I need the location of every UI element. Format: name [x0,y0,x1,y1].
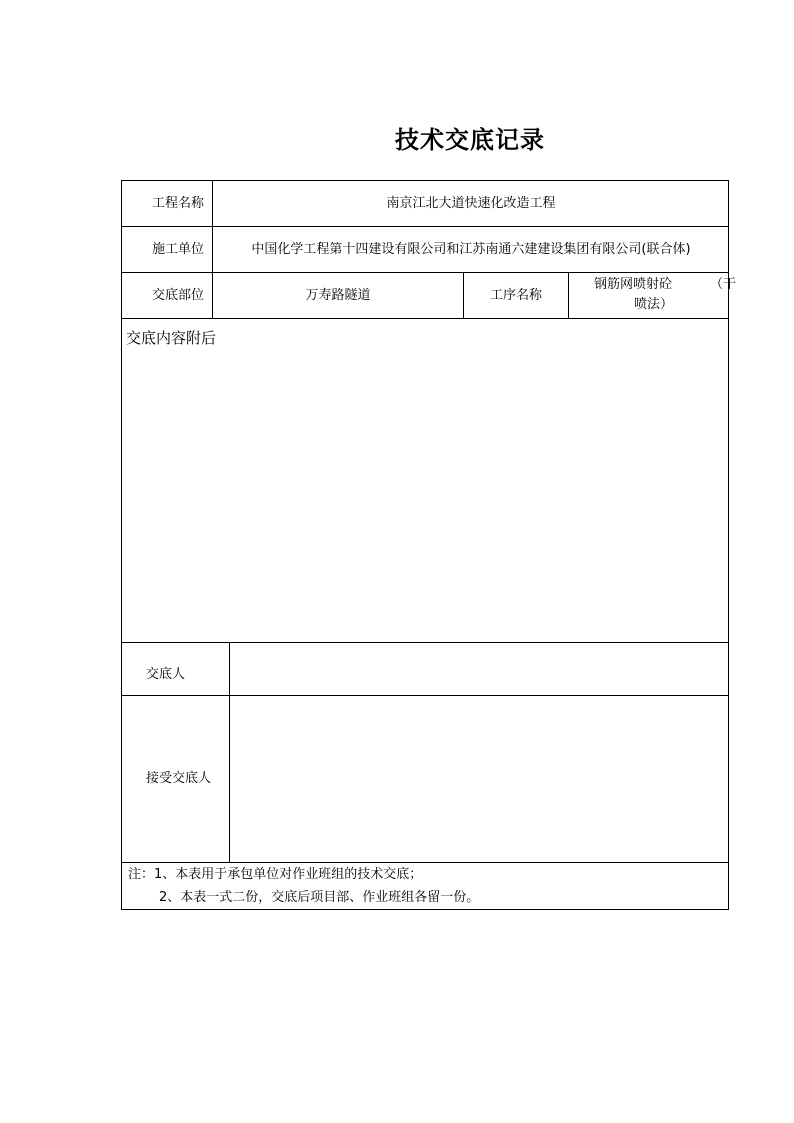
disclosure-content-text: 交底内容附后 [126,329,217,347]
column-divider [568,272,569,318]
process-name-value-line2: 喷法） [634,297,674,312]
receiver-label: 接受交底人 [146,771,212,786]
project-name-value: 南京江北大道快速化改造工程 [386,196,556,211]
construction-unit-label: 施工单位 [151,242,204,257]
row-divider [122,642,728,643]
row-divider [122,318,728,319]
row-divider [122,695,728,696]
note-line-1: 注：1、本表用于承包单位对作业班组的技术交底； [128,867,423,882]
note-line-2: 2、本表一式二份，交底后项目部、作业班组各留一份。 [159,890,480,905]
document-title: 技术交底记录 [395,126,545,154]
row-divider [122,862,728,863]
process-name-label: 工序名称 [489,288,542,303]
column-divider [229,642,230,862]
process-name-value-line1: 钢筋网喷射砼 [594,277,673,292]
process-name-value-paren: （干 [710,277,737,292]
disclosure-location-value: 万寿路隧道 [305,288,371,303]
discloser-label: 交底人 [146,667,186,682]
disclosure-location-label: 交底部位 [151,288,204,303]
construction-unit-value: 中国化学工程第十四建设有限公司和江苏南通六建建设集团有限公司(联合体) [251,242,691,257]
project-name-label: 工程名称 [151,196,204,211]
disclosure-form-table [121,180,737,910]
